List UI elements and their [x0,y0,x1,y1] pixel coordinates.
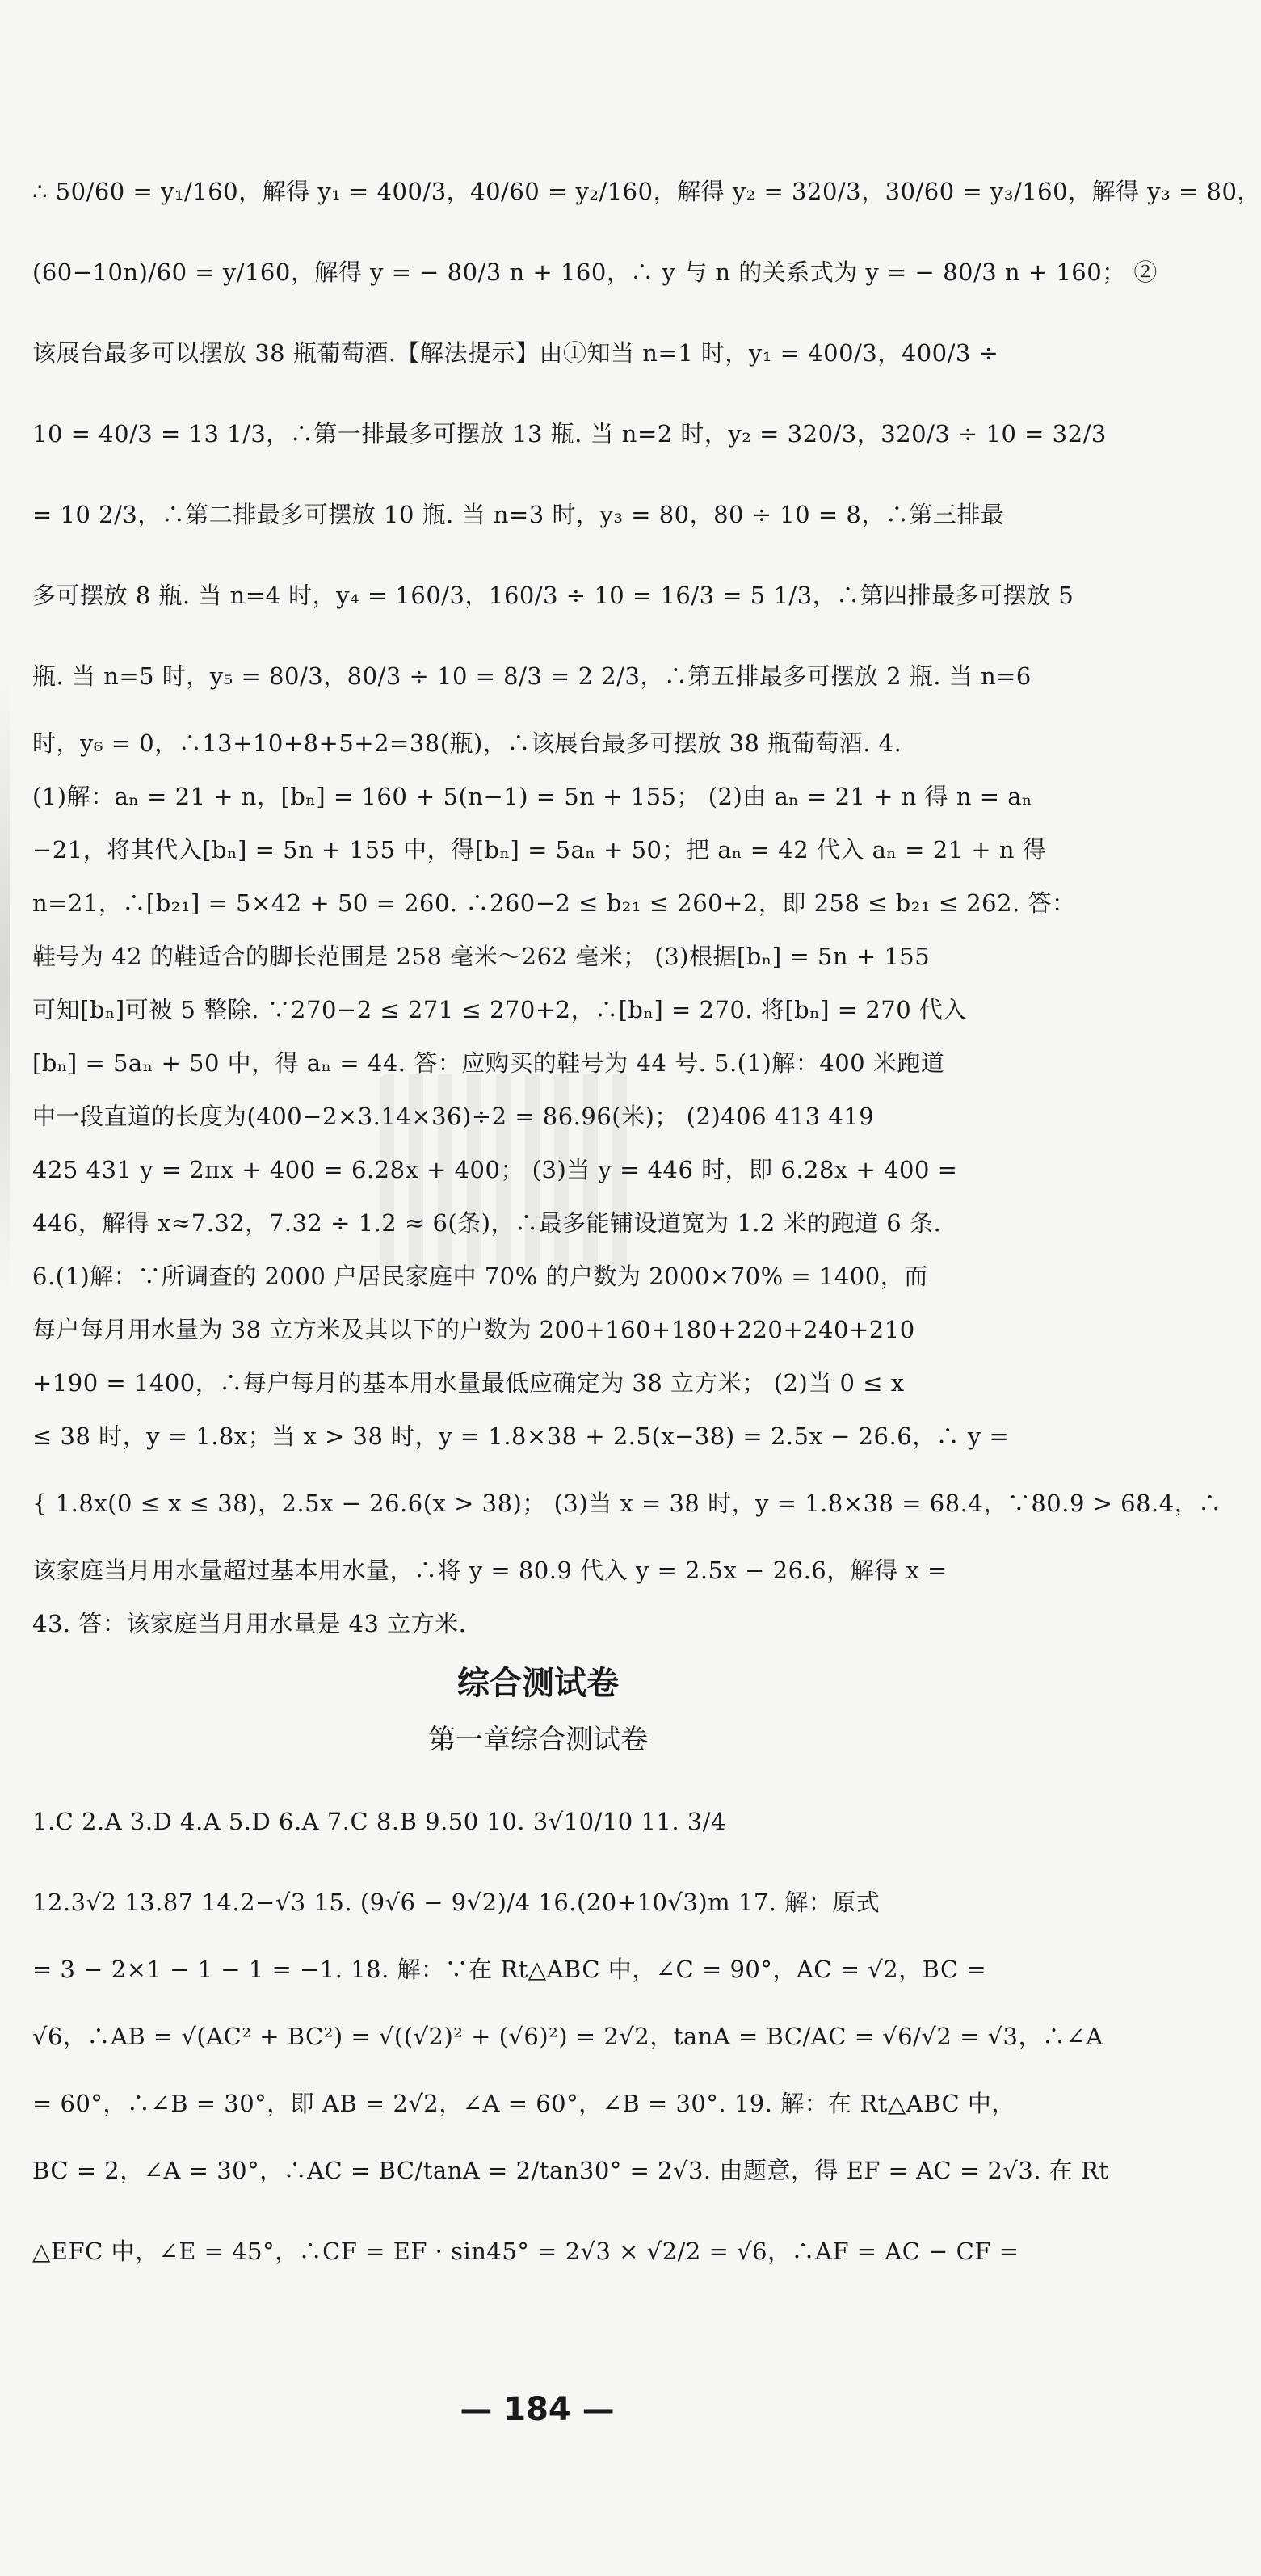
text-line: ≤ 38 时，y = 1.8x；当 x > 38 时，y = 1.8×38 + 2.5(x−38) = 2.5x − 26.6，∴ y = [32,1422,1010,1450]
text-line: +190 = 1400，∴每户每月的基本用水量最低应确定为 38 立方米； (2)当 0 ≤ x [32,1369,905,1397]
text-line: 1.C 2.A 3.D 4.A 5.D 6.A 7.C 8.B 9.50 10. 3√10/10 11. 3/4 [32,1808,726,1835]
text-line: [bₙ] = 5aₙ + 50 中，得 aₙ = 44. 答：应购买的鞋号为 44 号. 5.(1)解：400 米跑道 [32,1049,945,1077]
binding-shadow [0,679,10,1292]
text-line: 时，y₆ = 0，∴13+10+8+5+2=38(瓶)，∴该展台最多可摆放 38 瓶葡萄酒. 4. [32,729,902,757]
text-line: 425 431 y = 2πx + 400 = 6.28x + 400； (3)当 y = 446 时，即 6.28x + 400 = [32,1156,958,1183]
text-line: ∴ 50/60 = y₁/160，解得 y₁ = 400/3，40/60 = y₂/160，解得 y₂ = 320/3，30/60 = y₃/160，解得 y₃ = 80， [32,178,1261,205]
text-line: √6，∴AB = √(AC² + BC²) = √((√2)² + (√6)²) = 2√2，tanA = BC/AC = √6/√2 = √3，∴∠A [32,2023,1103,2050]
answer-block-chapter-one [32,1792,1109,2281]
text-line: { 1.8x(0 ≤ x ≤ 38)，2.5x − 26.6(x > 38)； (3)当 x = 38 时，y = 1.8×38 = 68.4，∵80.9 > 68.4，∴ [32,1490,1222,1517]
chapter-subheading: 第一章综合测试卷 [428,1724,648,1756]
text-line: 可知[bₙ]可被 5 整除. ∵270−2 ≤ 271 ≤ 270+2，∴[bₙ] = 270. 将[bₙ] = 270 代入 [32,996,967,1023]
text-line: = 60°，∴∠B = 30°，即 AB = 2√2，∠A = 60°，∠B = 30°. 19. 解：在 Rt△ABC 中， [32,2090,1015,2117]
text-line: −21，将其代入[bₙ] = 5n + 155 中，得[bₙ] = 5aₙ + 50；把 aₙ = 42 代入 aₙ = 21 + n 得 [32,836,1047,864]
text-line: = 3 − 2×1 − 1 − 1 = −1. 18. 解：∵在 Rt△ABC 中，∠C = 90°，AC = √2，BC = [32,1956,987,1983]
text-line: BC = 2，∠A = 30°，∴AC = BC/tanA = 2/tan30° = 2√3. 由题意，得 EF = AC = 2√3. 在 Rt [32,2157,1109,2184]
text-line: 43. 答：该家庭当月用水量是 43 立方米. [32,1610,467,1637]
text-line: (1)解：aₙ = 21 + n，[bₙ] = 160 + 5(n−1) = 5n + 155； (2)由 aₙ = 21 + n 得 n = aₙ [32,783,1033,810]
text-line: 该展台最多可以摆放 38 瓶葡萄酒.【解法提示】由①知当 n=1 时，y₁ = 400/3，400/3 ÷ [32,339,999,367]
text-line: n=21，∴[b₂₁] = 5×42 + 50 = 260. ∴260−2 ≤ b₂₁ ≤ 260+2，即 258 ≤ b₂₁ ≤ 262. 答： [32,889,1076,917]
text-line: 10 = 40/3 = 13 1/3，∴第一排最多可摆放 13 瓶. 当 n=2 时，y₂ = 320/3，320/3 ÷ 10 = 32/3 [32,420,1107,448]
answer-block [32,162,1261,1640]
text-line: 鞋号为 42 的鞋适合的脚长范围是 258 毫米～262 毫米； (3)根据[bₙ] = 5n + 155 [32,943,931,970]
text-line: 瓶. 当 n=5 时，y₅ = 80/3，80/3 ÷ 10 = 8/3 = 2 2/3，∴第五排最多可摆放 2 瓶. 当 n=6 [32,662,1032,690]
text-line: 该家庭当月用水量超过基本用水量，∴将 y = 80.9 代入 y = 2.5x − 26.6，解得 x = [32,1557,948,1584]
text-line: 12.3√2 13.87 14.2−√3 15. (9√6 − 9√2)/4 16.(20+10√3)m 17. 解：原式 [32,1889,881,1916]
text-line: 中一段直道的长度为(400−2×3.14×36)÷2 = 86.96(米)； (2)406 413 419 [32,1103,875,1130]
text-line: 6.(1)解：∵所调查的 2000 户居民家庭中 70% 的户数为 2000×70% = 1400，而 [32,1263,928,1290]
text-line: = 10 2/3，∴第二排最多可摆放 10 瓶. 当 n=3 时，y₃ = 80，80 ÷ 10 = 8，∴第三排最 [32,501,1005,528]
text-line: 每户每月用水量为 38 立方米及其以下的户数为 200+160+180+220+240+210 [32,1316,915,1343]
text-line: 多可摆放 8 瓶. 当 n=4 时，y₄ = 160/3，160/3 ÷ 10 = 16/3 = 5 1/3，∴第四排最多可摆放 5 [32,582,1074,609]
text-line: (60−10n)/60 = y/160，解得 y = − 80/3 n + 160，∴ y 与 n 的关系式为 y = − 80/3 n + 160； ② [32,258,1158,286]
section-heading: 综合测试卷 [457,1665,619,1702]
text-line: △EFC 中，∠E = 45°，∴CF = EF · sin45° = 2√3 × √2/2 = √6，∴AF = AC − CF = [32,2238,1019,2265]
page-number: — 184 — [460,2391,615,2428]
document-page [32,162,1261,2302]
text-line: 446，解得 x≈7.32，7.32 ÷ 1.2 ≈ 6(条)，∴最多能铺设道宽为 1.2 米的跑道 6 条. [32,1209,942,1237]
